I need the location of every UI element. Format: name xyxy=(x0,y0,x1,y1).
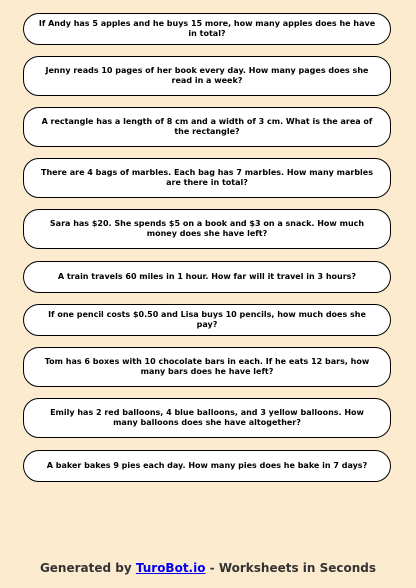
question-card: If one pencil costs $0.50 and Lisa buys 10 pencils, how much does she pay? xyxy=(23,304,391,336)
footer-prefix: Generated by xyxy=(39,561,136,575)
footer xyxy=(0,561,416,575)
question-card: A baker bakes 9 pies each day. How many pies does he bake in 7 days? xyxy=(23,450,391,482)
question-card: There are 4 bags of marbles. Each bag has 7 marbles. How many marbles are there in total? xyxy=(23,158,391,198)
question-card: A rectangle has a length of 8 cm and a width of 3 cm. What is the area of the rectangle? xyxy=(23,107,391,147)
turobot-link[interactable]: TuroBot.io xyxy=(135,561,206,575)
question-card: Sara has $20. She spends $5 on a book and $3 on a snack. How much money does she have left? xyxy=(23,209,391,249)
question-card: A train travels 60 miles in 1 hour. How far will it travel in 3 hours? xyxy=(23,261,391,293)
footer-suffix: - Worksheets in Seconds xyxy=(205,561,377,575)
question-card: Emily has 2 red balloons, 4 blue balloons, and 3 yellow balloons. How many balloons does she have altogether? xyxy=(23,398,391,438)
question-card: Jenny reads 10 pages of her book every day. How many pages does she read in a week? xyxy=(23,56,391,96)
question-card: Tom has 6 boxes with 10 chocolate bars in each. If he eats 12 bars, how many bars does he have left? xyxy=(23,347,391,387)
question-card: If Andy has 5 apples and he buys 15 more, how many apples does he have in total? xyxy=(23,13,391,45)
